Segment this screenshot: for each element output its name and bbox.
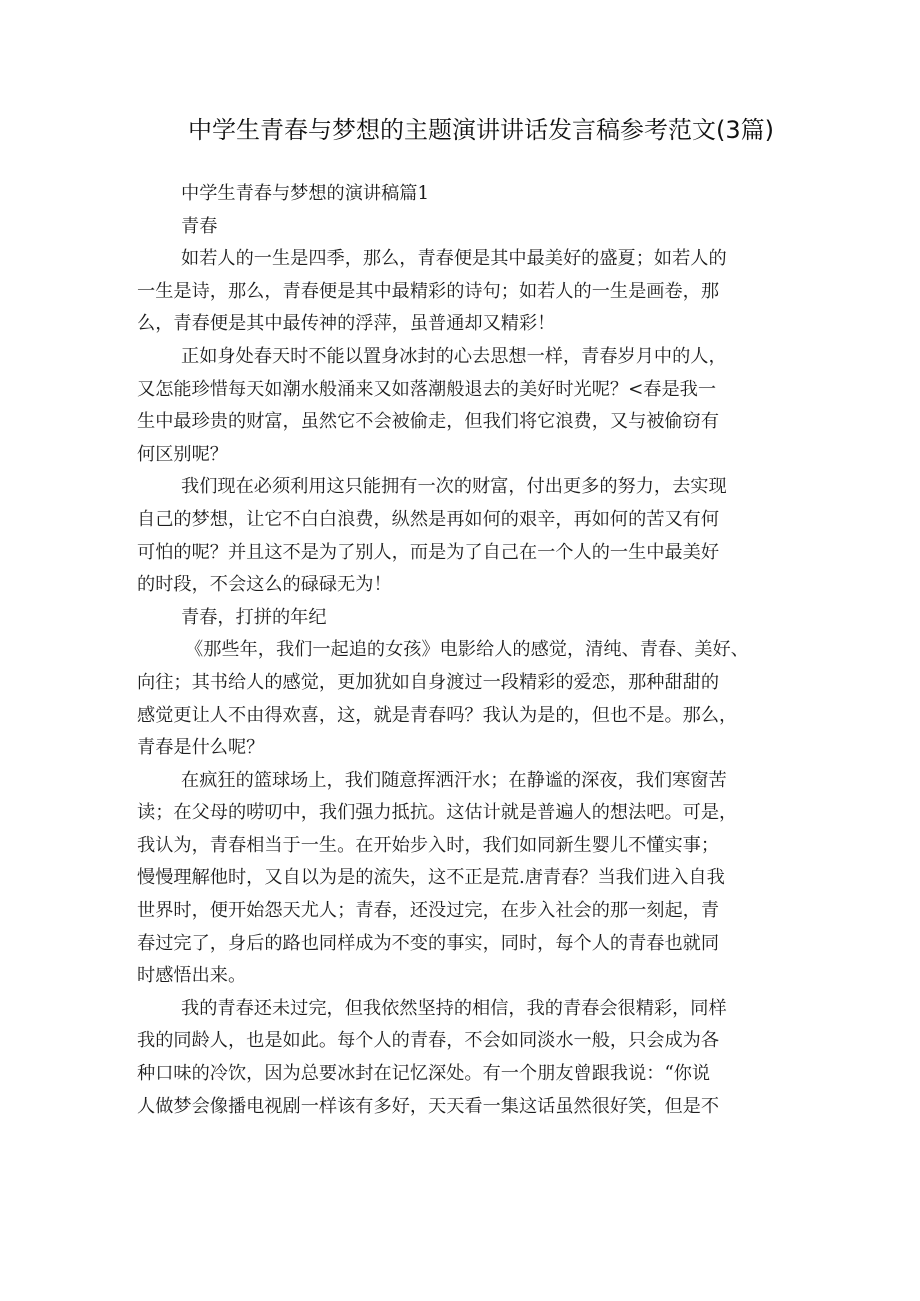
document-body: [137, 178, 797, 1123]
paragraph-line: 人做梦会像播电视剧一样该有多好，天天看一集这话虽然很好笑，但是不: [137, 1095, 720, 1117]
paragraph-line: 如若人的一生是四季，那么，青春便是其中最美好的盛夏；如若人的: [181, 248, 727, 270]
paragraph-line: 又怎能珍惜每天如潮水般涌来又如落潮般退去的美好时光呢？<春是我一: [137, 378, 717, 400]
paragraph-line: 的时段，不会这么的碌碌无为！: [137, 574, 392, 596]
paragraph-line: 自己的梦想，让它不白白浪费，纵然是再如何的艰辛，再如何的苦又有何: [137, 508, 720, 530]
section-heading: 中学生青春与梦想的演讲稿篇1: [181, 183, 430, 204]
paragraph-line: 我的同龄人，也是如此。每个人的青春，不会如同淡水一般，只会成为各: [137, 1030, 720, 1052]
paragraph-line: 《那些年，我们一起追的女孩》电影给人的感觉，清纯、青春、美好、: [185, 639, 749, 661]
subheading: 青春，打拼的年纪: [181, 606, 327, 628]
paragraph-line: 么，青春便是其中最传神的浮萍，虽普通却又精彩！: [137, 313, 556, 335]
paragraph-line: 向往；其书给人的感觉，更加犹如自身渡过一段精彩的爱恋，那种甜甜的: [137, 671, 720, 693]
paragraph-line: 种口味的冷饮，因为总要冰封在记忆深处。有一个朋友曾跟我说：“你说: [137, 1063, 711, 1085]
paragraph-line: 我们现在必须利用这只能拥有一次的财富，付出更多的努力，去实现: [181, 476, 727, 498]
paragraph-line: 在疯狂的篮球场上，我们随意挥洒汗水；在静谧的深夜，我们寒窗苦: [181, 769, 727, 791]
paragraph-line: 可怕的呢？并且这不是为了别人，而是为了自己在一个人的一生中最美好: [137, 541, 720, 563]
subheading: 青春: [181, 215, 218, 237]
paragraph-line: 我的青春还未过完，但我依然坚持的相信，我的青春会很精彩，同样: [181, 997, 727, 1019]
paragraph-line: 春过完了，身后的路也同样成为不变的事实，同时，每个人的青春也就同: [137, 932, 720, 954]
paragraph-line: 时感悟出来。: [137, 965, 247, 987]
paragraph-line: 我认为，青春相当于一生。在开始步入时，我们如同新生婴儿不懂实事；: [137, 834, 720, 856]
paragraph-line: 世界时，便开始怨天尤人；青春，还没过完，在步入社会的那一刻起，青: [137, 900, 720, 922]
paragraph-line: 青春是什么呢？: [137, 737, 265, 759]
paragraph-line: 何区别呢？: [137, 443, 228, 465]
paragraph-line: 读；在父母的唠叨中，我们强力抵抗。这估计就是普遍人的想法吧。可是，: [137, 802, 738, 824]
document-title: 中学生青春与梦想的主题演讲讲话发言稿参考范文(3篇): [188, 116, 774, 144]
paragraph-line: 一生是诗，那么，青春便是其中最精彩的诗句；如若人的一生是画卷，那: [137, 280, 720, 302]
paragraph-line: 生中最珍贵的财富，虽然它不会被偷走，但我们将它浪费，又与被偷窃有: [137, 411, 720, 433]
paragraph-line: 慢慢理解他时，又自以为是的流失，这不正是荒.唐青春？当我们进入自我: [137, 867, 725, 889]
paragraph-line: 感觉更让人不由得欢喜，这，就是青春吗？我认为是的，但也不是。那么，: [137, 704, 738, 726]
paragraph-line: 正如身处春天时不能以置身冰封的心去思想一样，青春岁月中的人，: [181, 345, 727, 367]
